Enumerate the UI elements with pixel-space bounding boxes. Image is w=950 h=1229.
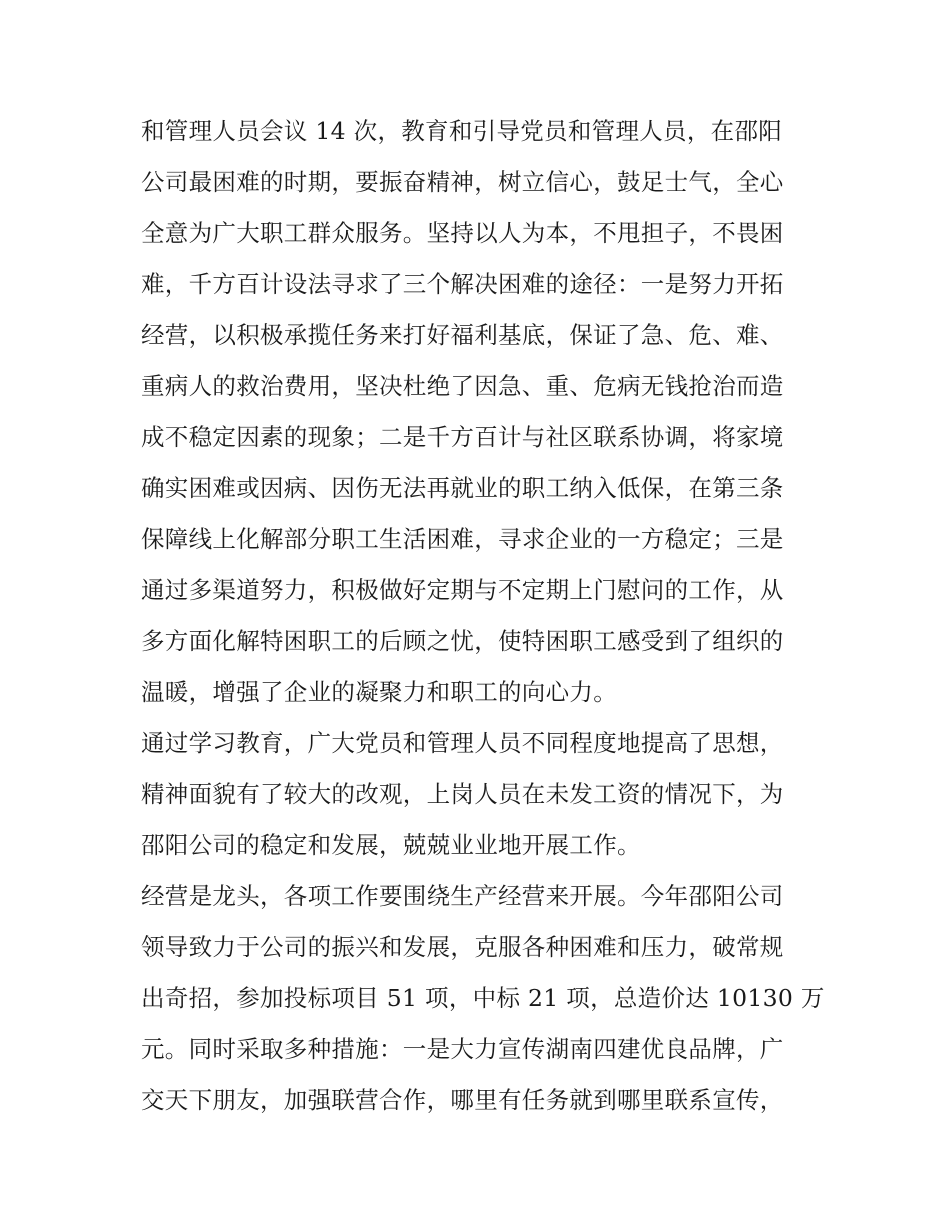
text-line-15: 邵阳公司的稳定和发展，兢兢业业地开展工作。 [141,831,641,859]
text-line-6: 重病人的救治费用，坚决杜绝了因急、重、危病无钱抢治而造 [141,372,784,400]
text-line-20: 交天下朋友，加强联营合作，哪里有任务就到哪里联系宣传， [141,1086,784,1114]
text-line-16: 经营是龙头，各项工作要围绕生产经营来开展。今年邵阳公司 [141,882,784,910]
text-line-7: 成不稳定因素的现象；二是千方百计与社区联系协调，将家境 [141,423,784,451]
text-line-9: 保障线上化解部分职工生活困难，寻求企业的一方稳定；三是 [141,525,784,553]
text-line-14: 精神面貌有了较大的改观，上岗人员在未发工资的情况下，为 [141,780,784,808]
text-line-17: 领导致力于公司的振兴和发展，克服各种困难和压力，破常规 [141,933,784,961]
text-line-19: 元。同时采取多种措施：一是大力宣传湖南四建优良品牌，广 [141,1035,784,1063]
text-line-13: 通过学习教育，广大党员和管理人员不同程度地提高了思想， [141,729,784,757]
text-line-5: 经营，以积极承揽任务来打好福利基底，保证了急、危、难、 [141,321,784,349]
text-line-1: 和管理人员会议 14 次，教育和引导党员和管理人员，在邵阳 [141,117,783,145]
text-line-12: 温暖，增强了企业的凝聚力和职工的向心力。 [141,678,617,706]
text-line-2: 公司最困难的时期，要振奋精神，树立信心，鼓足士气，全心 [141,168,784,196]
document-body [141,106,825,1126]
text-line-8: 确实困难或因病、因伤无法再就业的职工纳入低保，在第三条 [141,474,784,502]
text-line-18: 出奇招，参加投标项目 51 项，中标 21 项，总造价达 10130 万 [141,984,825,1012]
text-line-4: 难，千方百计设法寻求了三个解决困难的途径：一是努力开拓 [141,270,784,298]
text-line-3: 全意为广大职工群众服务。坚持以人为本，不甩担子，不畏困 [141,219,784,247]
text-line-10: 通过多渠道努力，积极做好定期与不定期上门慰问的工作，从 [141,576,784,604]
text-line-11: 多方面化解特困职工的后顾之忧，使特困职工感受到了组织的 [141,627,784,655]
